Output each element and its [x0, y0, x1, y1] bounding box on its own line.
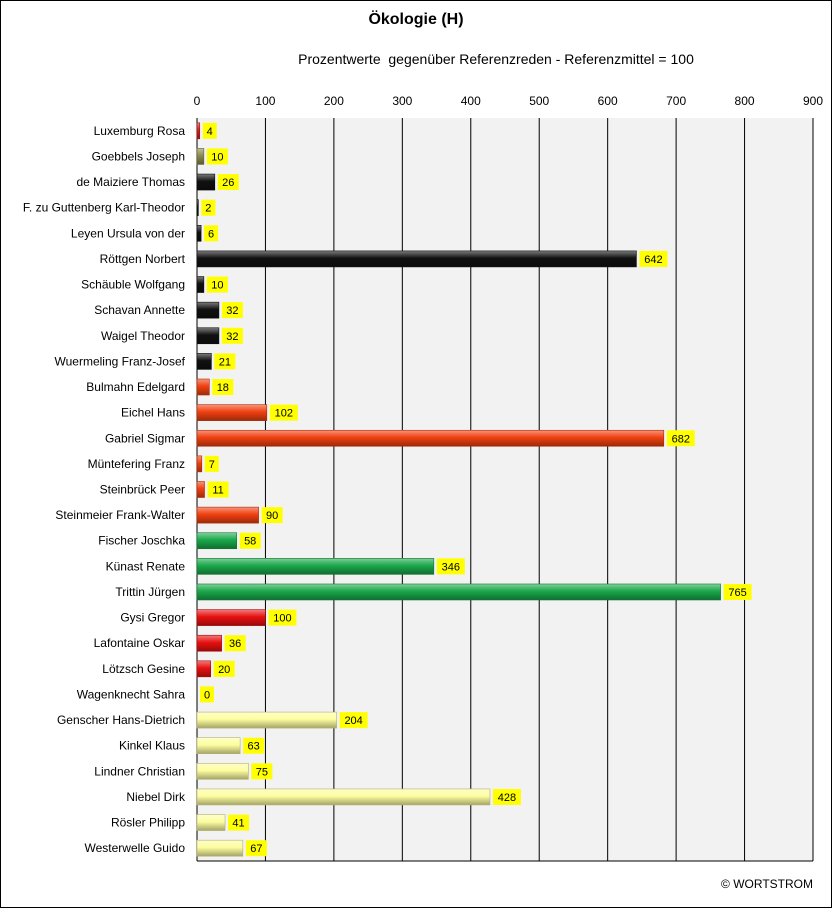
bar	[197, 840, 243, 856]
category-label: Röttgen Norbert	[99, 251, 185, 266]
category-label: Müntefering Franz	[87, 456, 185, 471]
category-label: Rösler Philipp	[110, 815, 185, 830]
data-label: 346	[441, 561, 460, 574]
bar	[197, 123, 200, 139]
bar	[197, 533, 237, 549]
category-label: Lafontaine Oskar	[93, 636, 185, 651]
data-label: 75	[255, 766, 268, 779]
bar	[197, 635, 222, 651]
bar	[197, 712, 337, 728]
data-label: 2	[205, 202, 212, 215]
bar	[197, 353, 211, 369]
x-tick-label: 200	[323, 94, 344, 108]
data-label: 18	[216, 382, 229, 395]
data-label: 7	[208, 458, 215, 471]
copyright-footer: © WORTSTROM	[721, 877, 813, 891]
data-label: 26	[222, 177, 235, 190]
category-label: Westerwelle Guido	[84, 841, 185, 856]
data-label: 10	[211, 279, 224, 292]
bar	[197, 277, 204, 293]
bar	[197, 610, 265, 626]
category-label: Steinmeier Frank-Walter	[55, 508, 185, 523]
category-label: Gysi Gregor	[120, 610, 185, 625]
data-label: 642	[644, 253, 663, 266]
data-label: 100	[273, 612, 292, 625]
category-label: Wagenknecht Sahra	[76, 687, 185, 702]
bar	[197, 405, 267, 421]
data-label: 32	[226, 305, 239, 318]
bar	[197, 225, 201, 241]
data-label: 11	[212, 484, 224, 497]
x-tick-label: 500	[529, 94, 550, 108]
category-labels	[23, 124, 186, 855]
category-label: Leyen Ursula von der	[70, 226, 185, 241]
data-label: 102	[274, 407, 293, 420]
data-label: 682	[671, 433, 690, 446]
bar	[197, 430, 664, 446]
bar	[197, 200, 198, 216]
bar-chart	[1, 1, 831, 907]
bar	[197, 251, 636, 267]
category-label: Schäuble Wolfgang	[81, 277, 185, 292]
category-label: Trittin Jürgen	[115, 584, 185, 599]
x-tick-label: 700	[666, 94, 687, 108]
category-label: Goebbels Joseph	[91, 149, 185, 164]
chart-title: Ökologie (H)	[368, 11, 464, 28]
category-label: Steinbrück Peer	[99, 482, 185, 497]
category-label: Gabriel Sigmar	[104, 431, 185, 446]
bar	[197, 661, 211, 677]
data-label: 21	[218, 356, 231, 369]
x-tick-label: 100	[255, 94, 276, 108]
category-label: Genscher Hans-Dietrich	[56, 713, 185, 728]
bar	[197, 738, 240, 754]
data-label: 6	[208, 228, 215, 241]
data-label: 63	[247, 740, 260, 753]
bar	[197, 148, 204, 164]
bar	[197, 456, 202, 472]
data-label: 41	[232, 817, 245, 830]
bar	[197, 815, 225, 831]
bar	[197, 302, 219, 318]
data-label: 58	[244, 535, 257, 548]
x-tick-label: 800	[734, 94, 755, 108]
x-tick-label: 300	[392, 94, 413, 108]
category-label: Wuermeling Franz-Josef	[54, 354, 185, 369]
category-label: Bulmahn Edelgard	[86, 380, 185, 395]
bar	[197, 379, 209, 395]
x-tick-label: 900	[802, 94, 824, 108]
category-label: Kinkel Klaus	[118, 738, 185, 753]
data-label: 90	[265, 510, 279, 523]
category-label: Niebel Dirk	[126, 789, 185, 804]
data-label: 32	[226, 330, 239, 343]
x-tick-labels	[194, 94, 824, 108]
data-label: 36	[229, 638, 242, 651]
x-tick-label: 600	[597, 94, 618, 108]
data-label: 4	[206, 125, 213, 138]
category-label: Lindner Christian	[94, 764, 185, 779]
bar	[197, 558, 434, 574]
data-label: 765	[728, 586, 747, 599]
category-label: de Maiziere Thomas	[76, 175, 185, 190]
bar	[197, 482, 205, 498]
bar	[197, 584, 721, 600]
bar	[197, 763, 248, 779]
x-tick-label: 400	[460, 94, 481, 108]
data-label: 204	[344, 715, 363, 728]
x-tick-label: 0	[193, 94, 201, 108]
bar	[197, 328, 219, 344]
plot-area	[197, 118, 813, 861]
data-label: 428	[497, 791, 517, 804]
data-label: 67	[250, 843, 263, 856]
category-label: Fischer Joschka	[98, 533, 185, 548]
category-label: Schavan Annette	[94, 303, 185, 318]
data-label: 10	[211, 151, 224, 164]
chart-subtitle: Prozentwerte gegenüber Referenzreden - Referenzmittel = 100	[298, 51, 694, 67]
category-label: Künast Renate	[105, 559, 185, 574]
bar	[197, 789, 490, 805]
bar	[197, 174, 215, 190]
category-label: Lötzsch Gesine	[102, 661, 185, 676]
data-label: 0	[203, 689, 211, 702]
category-label: Eichel Hans	[120, 405, 185, 420]
data-label: 20	[218, 663, 231, 676]
category-label: F. zu Guttenberg Karl-Theodor	[22, 200, 185, 215]
category-label: Waigel Theodor	[100, 328, 185, 343]
bar	[197, 507, 259, 523]
category-label: Luxemburg Rosa	[93, 123, 185, 138]
